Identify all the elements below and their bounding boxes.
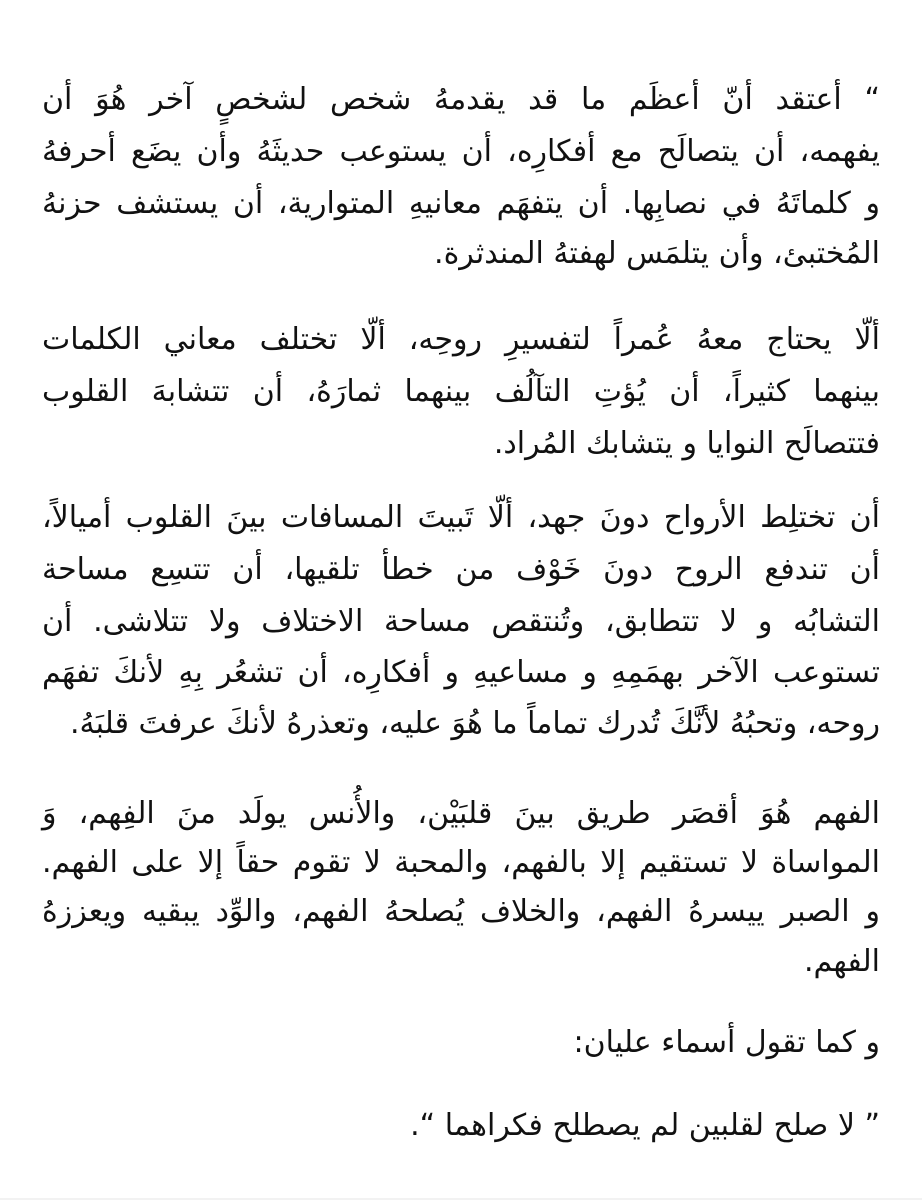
closing-quote: ” لا صلح لقلبين لم يصطلح فكراهما “. [410, 1108, 880, 1143]
paragraph-2-line-1: ألّا يحتاج معهُ عُمراً لتفسيرِ روحِه، ألّا تختلف معاني الكلمات [42, 322, 880, 357]
paragraph-1-line-4: المُختبئ، وأن يتلمَس لهفتهُ المندثرة. [434, 236, 880, 271]
paragraph-3-line-3: التشابُه و لا تتطابق، وتُنتقص مساحة الاختلاف ولا تتلاشى. أن [42, 604, 880, 639]
paragraph-4-line-4: الفهم. [804, 944, 880, 979]
paragraph-3-line-1: أن تختلِط الأرواح دونَ جهد، ألّا تَبيتَ المسافات بينَ القلوب أميالاً، [42, 500, 880, 535]
paragraph-2-line-2: بينهما كثيراً، أن يُؤتِ التآلُف بينهما ثمارَهُ، أن تتشابهَ القلوب [42, 374, 880, 409]
paragraph-1-line-3: و كلماتَهُ في نصابِها. أن يتفهَم معانيهِ المتوارية، أن يستشف حزنهُ [42, 186, 880, 221]
paragraph-2-line-3: فتتصالَح النوايا و يتشابك المُراد. [493, 426, 880, 461]
quote-intro: و كما تقول أسماء عليان: [573, 1025, 880, 1060]
paragraph-4-line-2: المواساة لا تستقيم إلا بالفهم، والمحبة لا تقوم حقاً إلا على الفهم. [42, 845, 880, 880]
paragraph-3-line-4: تستوعب الآخر بهمَمِهِ و مساعيهِ و أفكارِه، أن تشعُر بِهِ لأنكَ تفهَم [42, 655, 880, 690]
paragraph-1-line-2: يفهمه، أن يتصالَح مع أفكارِه، أن يستوعب حديثَهُ وأن يضَع أحرفهُ [42, 134, 880, 169]
paragraph-3-line-2: أن تندفع الروح دونَ خَوْف من خطأ تلقيها، أن تتسِع مساحة [42, 552, 880, 587]
paragraph-1-line-1: “ أعتقد أنّ أعظَم ما قد يقدمهُ شخص لشخصٍ آخر هُوَ أن [42, 82, 880, 117]
paragraph-3-line-5: روحه، وتحبُهُ لأنَّكَ تُدرك تماماً ما هُوَ عليه، وتعذرهُ لأنكَ عرفتَ قلبَهُ. [70, 706, 880, 741]
paragraph-4-line-1: الفهم هُوَ أقصَر طريق بينَ قلبَيْن، والأُنس يولَد منَ الفِهم، وَ [42, 796, 880, 831]
paragraph-4-line-3: و الصبر ييسرهُ الفهم، والخلاف يُصلحهُ الفهم، والوِّد يبقيه ويعززهُ [42, 894, 880, 929]
